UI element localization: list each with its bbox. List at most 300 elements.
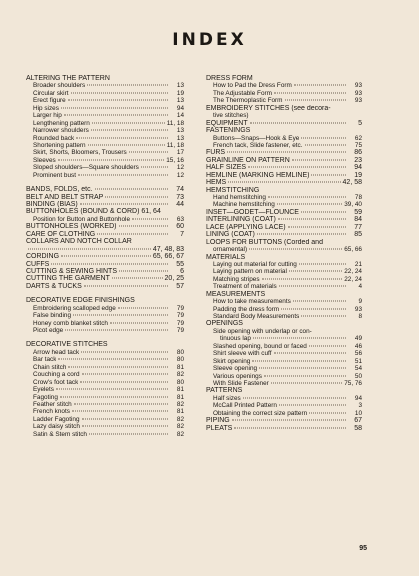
index-entry: [206, 276, 362, 283]
dot-leader: [311, 174, 346, 175]
index-heading: [206, 120, 362, 127]
entry-label: ALTERING THE PATTERN: [26, 75, 110, 82]
entry-label: Larger hip: [33, 112, 62, 120]
dot-leader: [293, 301, 346, 302]
index-entry: [26, 157, 184, 164]
index-entry: [206, 380, 362, 387]
index-entry: [26, 120, 184, 127]
entry-label: Machine hemstitching: [213, 201, 275, 209]
index-entry: [26, 386, 184, 393]
index-column-right: [206, 75, 362, 432]
entry-page: 94: [176, 104, 184, 112]
index-entry: [206, 306, 362, 313]
entry-page: 55: [176, 260, 184, 268]
entry-page: 13: [176, 97, 184, 105]
dot-leader: [243, 397, 346, 398]
entry-label: Sloped shoulders—Square shoulders: [33, 164, 139, 172]
entry-label: Circular skirt: [33, 89, 69, 97]
entry-label: PIPING: [206, 417, 230, 425]
dot-leader: [95, 189, 168, 190]
dot-leader: [88, 144, 165, 145]
dot-leader: [264, 375, 346, 376]
index-entry: [26, 172, 184, 179]
entry-label: Couching a cord: [33, 371, 80, 379]
entry-label: EMBROIDERY STITCHES (see decora-: [206, 104, 331, 112]
index-heading: [206, 187, 362, 194]
entry-page: 8: [358, 313, 362, 320]
entry-label: Chain stitch: [33, 363, 67, 371]
index-heading: [206, 172, 362, 179]
index-heading: [26, 223, 184, 230]
index-heading: [206, 216, 362, 223]
entry-label: Bar tack: [33, 356, 57, 364]
entry-label: BUTTONHOLES (WORKED): [26, 223, 117, 231]
entry-label: ornamental): [213, 246, 248, 254]
entry-label: OPENINGS: [206, 320, 243, 328]
entry-label: LOOPS FOR BUTTONS (Corded and: [206, 238, 323, 246]
entry-page: 22, 24: [344, 275, 362, 283]
index-entry: [26, 401, 184, 408]
index-entry: [26, 320, 184, 327]
dot-leader: [89, 433, 168, 434]
dot-leader: [61, 107, 168, 108]
index-heading: [206, 209, 362, 216]
entry-label: Erect figure: [33, 97, 66, 105]
index-heading: [26, 268, 184, 275]
dot-leader: [73, 315, 168, 316]
entry-page: 80: [176, 378, 184, 386]
index-entry: [26, 349, 184, 356]
dot-leader: [279, 405, 346, 406]
entry-label: HEMS: [206, 179, 227, 187]
entry-label: Half sizes: [213, 394, 241, 402]
entry-label: CUTTING THE GARMENT: [26, 275, 110, 283]
dot-leader: [118, 307, 168, 308]
entry-label: tinuous lap: [220, 335, 251, 343]
entry-label: Various openings: [213, 372, 262, 380]
entry-label: BINDING (BIAS): [26, 201, 78, 208]
index-heading: [26, 186, 184, 193]
entry-page: 12: [176, 171, 184, 179]
entry-page: 56: [354, 350, 362, 358]
index-entry: [206, 246, 362, 253]
entry-page: 79: [176, 312, 184, 320]
entry-page: 20, 25: [164, 275, 184, 283]
entry-page: 7: [180, 230, 184, 238]
dot-leader: [232, 420, 346, 421]
entry-page: 82: [176, 371, 184, 379]
entry-label: French knots: [33, 408, 70, 416]
entry-label: BUTTONHOLES (BOUND & CORD) 61, 64: [26, 208, 161, 216]
dot-leader: [277, 204, 342, 205]
dot-leader: [248, 167, 346, 168]
dot-leader: [257, 234, 346, 235]
index-heading: [206, 387, 362, 394]
entry-page: 23: [354, 156, 362, 164]
index-heading: [26, 253, 184, 260]
index-entry: [26, 127, 184, 134]
index-entry: [26, 394, 184, 401]
dot-leader: [56, 389, 168, 390]
dot-leader: [289, 271, 342, 272]
entry-label: Satin & Stem stitch: [33, 430, 87, 438]
index-heading: [26, 194, 184, 201]
entry-label: DRESS FORM: [206, 75, 253, 82]
entry-page: 84: [354, 216, 362, 224]
dot-leader: [51, 263, 168, 264]
dot-leader: [228, 182, 340, 183]
dot-leader: [92, 122, 165, 123]
dot-leader: [82, 418, 168, 419]
dot-leader: [105, 196, 168, 197]
index-entry: [26, 149, 184, 156]
entry-page: 79: [176, 327, 184, 334]
index-entry: [206, 201, 362, 208]
entry-page: 65, 66: [344, 246, 362, 254]
index-heading: [26, 231, 184, 238]
entry-label: McCall Printed Pattern: [213, 402, 277, 410]
entry-page: 93: [354, 97, 362, 105]
entry-label: Shirt sleeve with cuff: [213, 350, 272, 358]
entry-page: 13: [176, 134, 184, 142]
entry-page: 49: [354, 335, 362, 343]
dot-leader: [119, 270, 168, 271]
entry-page: 93: [354, 82, 362, 90]
index-heading: [26, 208, 184, 215]
index-heading: [26, 238, 184, 245]
dot-leader: [58, 359, 168, 360]
index-entry: [26, 82, 184, 89]
entry-page: 93: [354, 305, 362, 313]
index-entry: [206, 268, 362, 275]
index-heading: [206, 291, 362, 298]
entry-page: 47, 48, 83: [152, 245, 184, 253]
entry-label: Treatment of materials: [213, 283, 277, 291]
entry-label: Matching stripes: [213, 275, 260, 283]
entry-label: The Adjustable Form: [213, 89, 272, 97]
entry-label: The Thermoplastic Form: [213, 97, 283, 105]
entry-page: 82: [176, 415, 184, 423]
entry-page: 94: [354, 164, 362, 172]
entry-label: PATTERNS: [206, 387, 243, 395]
index-entry: [206, 328, 362, 335]
entry-label: DECORATIVE STITCHES: [26, 341, 108, 349]
entry-label: DARTS & TUCKS: [26, 282, 82, 290]
entry-label: Laying pattern on material: [213, 268, 287, 276]
entry-page: 44: [176, 201, 184, 208]
dot-leader: [129, 152, 168, 153]
entry-label: EQUIPMENT: [206, 119, 248, 127]
entry-page: 73: [176, 193, 184, 201]
dot-leader: [97, 233, 168, 234]
index-entry: [206, 343, 362, 350]
entry-page: 82: [176, 423, 184, 431]
entry-label: FASTENINGS: [206, 127, 251, 135]
index-heading: [26, 297, 184, 304]
entry-page: 85: [354, 231, 362, 239]
entry-page: 81: [176, 363, 184, 371]
dot-leader: [301, 316, 346, 317]
entry-label: False binding: [33, 312, 72, 320]
dot-leader: [294, 85, 346, 86]
index-heading: [26, 275, 184, 282]
entry-page: 60: [176, 223, 184, 231]
dot-leader: [61, 256, 151, 257]
dot-leader: [262, 278, 343, 279]
index-entry: [206, 283, 362, 290]
dot-leader: [271, 382, 342, 383]
entry-page: 19: [176, 89, 184, 97]
entry-page: 19: [354, 171, 362, 179]
index-heading: [206, 75, 362, 82]
entry-page: 11, 18: [166, 141, 184, 149]
entry-page: 4: [358, 283, 362, 291]
entry-page: 14: [176, 112, 184, 120]
index-heading: [206, 231, 362, 238]
dot-leader: [301, 137, 346, 138]
dot-leader: [64, 115, 168, 116]
entry-label: Lazy daisy stitch: [33, 423, 80, 431]
entry-label: Slashed opening, bound or faced: [213, 342, 307, 350]
entry-page: 12: [176, 164, 184, 172]
index-heading: [206, 239, 362, 246]
index-entry: [26, 164, 184, 171]
dot-leader: [110, 322, 168, 323]
entry-label: Prominent bust: [33, 171, 76, 179]
dot-leader: [299, 263, 346, 264]
index-heading: [206, 149, 362, 156]
dot-leader: [68, 366, 168, 367]
entry-label: BELT AND BELT STRAP: [26, 193, 104, 201]
spacer: [26, 290, 184, 297]
dot-leader: [227, 152, 346, 153]
dot-leader: [68, 100, 168, 101]
entry-label: Feather stitch: [33, 400, 72, 408]
index-entry: [26, 216, 184, 223]
dot-leader: [112, 278, 163, 279]
index-entry: [26, 327, 184, 334]
entry-label: Padding the dress form: [213, 305, 280, 313]
dot-leader: [84, 285, 168, 286]
entry-label: LINING (COAT): [206, 231, 255, 239]
index-heading: [206, 254, 362, 261]
entry-page: 81: [176, 393, 184, 401]
entry-page: 10: [354, 409, 362, 417]
entry-label: PLEATS: [206, 424, 233, 432]
dot-leader: [72, 411, 168, 412]
entry-page: 62: [354, 134, 362, 142]
entry-label: LACE (APPLYING LACE): [206, 223, 286, 231]
entry-page: 50: [354, 372, 362, 380]
entry-label: Narrower shoulders: [33, 127, 89, 135]
index-entry: [26, 312, 184, 319]
entry-label: Honey comb blanket stitch: [33, 319, 108, 327]
dot-leader: [281, 308, 346, 309]
entry-page: 74: [176, 186, 184, 194]
index-entry: [26, 97, 184, 104]
dot-leader: [250, 122, 346, 123]
entry-page: 81: [176, 386, 184, 394]
entry-page: 82: [176, 400, 184, 408]
entry-label: Side opening with underlap or con-: [213, 327, 312, 335]
entry-page: 21: [354, 260, 362, 268]
index-entry: [26, 112, 184, 119]
index-heading: [206, 417, 362, 424]
dot-leader: [80, 381, 168, 382]
index-heading: [206, 164, 362, 171]
index-entry: [26, 431, 184, 438]
entry-label: French tack, Slide fastener, etc.: [213, 141, 303, 149]
index-heading: [26, 246, 184, 253]
entry-page: 13: [176, 82, 184, 90]
entry-label: Rounded back: [33, 134, 75, 142]
entry-page: 65, 66, 67: [152, 253, 184, 261]
entry-page: 42, 58: [342, 179, 362, 187]
index-entry: [206, 395, 362, 402]
entry-page: 82: [176, 430, 184, 438]
entry-page: 78: [354, 194, 362, 201]
entry-label: Position for Button and Buttonhole: [33, 215, 130, 223]
index-entry: [206, 402, 362, 409]
entry-page: 39, 40: [344, 201, 362, 209]
dot-leader: [253, 338, 346, 339]
index-entry: [26, 105, 184, 112]
dot-leader: [76, 137, 168, 138]
dot-leader: [249, 249, 342, 250]
index-heading: [26, 341, 184, 348]
entry-label: Arrow head tack: [33, 348, 80, 356]
entry-label: Sleeve opening: [213, 365, 258, 373]
dot-leader: [119, 226, 169, 227]
index-entry: [206, 90, 362, 97]
entry-page: 58: [354, 424, 362, 432]
entry-label: CORDING: [26, 253, 60, 261]
dot-leader: [309, 345, 346, 346]
index-heading: [26, 75, 184, 82]
entry-label: MEASUREMENTS: [206, 290, 266, 298]
dot-leader: [288, 226, 346, 227]
dot-leader: [305, 144, 346, 145]
entry-label: Ladder Fagoting: [33, 415, 80, 423]
entry-label: INTERLINING (COAT): [206, 216, 276, 224]
entry-label: BANDS, FOLDS, etc.: [26, 186, 93, 194]
entry-label: Picot edge: [33, 327, 64, 334]
index-entry: [206, 261, 362, 268]
entry-label: With Slide Fastener: [213, 379, 269, 387]
dot-leader: [78, 174, 168, 175]
index-heading: [26, 283, 184, 290]
entry-page: 3: [358, 402, 362, 410]
dot-leader: [28, 248, 151, 249]
index-heading: [206, 127, 362, 134]
dot-leader: [74, 403, 168, 404]
dot-leader: [82, 374, 168, 375]
index-entry: [206, 298, 362, 305]
entry-label: MATERIALS: [206, 253, 246, 261]
entry-page: 51: [354, 357, 362, 365]
dot-leader: [274, 353, 347, 354]
dot-leader: [234, 427, 346, 428]
entry-page: 75: [354, 141, 362, 149]
index-entry: [26, 423, 184, 430]
entry-page: 67: [354, 417, 362, 425]
entry-page: 17: [176, 149, 184, 157]
entry-label: Skirt, Shorts, Bloomers, Trousers: [33, 149, 127, 157]
entry-label: HEMLINE (MARKING HEMLINE): [206, 171, 310, 179]
index-entry: [26, 135, 184, 142]
entry-label: HALF SIZES: [206, 164, 247, 172]
index-entry: [26, 90, 184, 97]
entry-page: 79: [176, 319, 184, 327]
entry-page: 6: [180, 267, 184, 275]
index-heading: [206, 179, 362, 186]
entry-label: Lengthening pattern: [33, 119, 90, 127]
index-entry: [206, 97, 362, 104]
index-column-left: [26, 75, 184, 438]
entry-page: 77: [354, 223, 362, 231]
dot-leader: [71, 92, 168, 93]
index-entry: [206, 82, 362, 89]
dot-leader: [309, 412, 346, 413]
entry-label: Eyelets: [33, 386, 54, 394]
dot-leader: [132, 218, 168, 219]
dot-leader: [65, 330, 168, 331]
index-heading: [206, 105, 362, 112]
entry-page: 81: [176, 408, 184, 416]
entry-label: GRAINLINE ON PATTERN: [206, 156, 290, 164]
entry-label: tive stitches): [213, 112, 249, 120]
entry-label: Fagoting: [33, 393, 58, 401]
index-entry: [26, 371, 184, 378]
dot-leader: [87, 85, 168, 86]
dot-leader: [301, 211, 346, 212]
dot-leader: [82, 426, 168, 427]
entry-page: 9: [358, 298, 362, 306]
entry-page: 59: [354, 208, 362, 216]
entry-label: Buttons—Snaps—Hook & Eye: [213, 134, 300, 142]
entry-page: 79: [176, 304, 184, 312]
index-entry: [206, 350, 362, 357]
entry-label: Obtaining the correct size pattern: [213, 409, 308, 417]
entry-label: HEMSTITCHING: [206, 186, 260, 194]
entry-label: Standard Body Measurements: [213, 313, 300, 320]
index-entry: [206, 135, 362, 142]
index-entry: [206, 358, 362, 365]
dot-leader: [279, 286, 346, 287]
dot-leader: [252, 360, 346, 361]
entry-page: 15, 16: [166, 156, 184, 164]
index-entry: [26, 305, 184, 312]
entry-page: 46: [354, 342, 362, 350]
dot-leader: [285, 100, 347, 101]
entry-label: INSET—GODET—FLOUNCE: [206, 208, 299, 216]
entry-label: Laying out material for cutting: [213, 260, 297, 268]
index-heading: [206, 320, 362, 327]
index-entry: [206, 335, 362, 342]
index-heading: [206, 157, 362, 164]
entry-page: 94: [354, 394, 362, 402]
index-entry: [206, 194, 362, 201]
entry-label: Shortening pattern: [33, 141, 86, 149]
entry-page: 75, 76: [344, 379, 362, 387]
index-heading: [26, 201, 184, 208]
dot-leader: [274, 92, 346, 93]
page-number: 95: [359, 545, 367, 552]
dot-leader: [91, 130, 168, 131]
dot-leader: [141, 167, 168, 168]
entry-label: CUTTING & SEWING HINTS: [26, 267, 117, 275]
entry-page: 5: [358, 119, 362, 127]
